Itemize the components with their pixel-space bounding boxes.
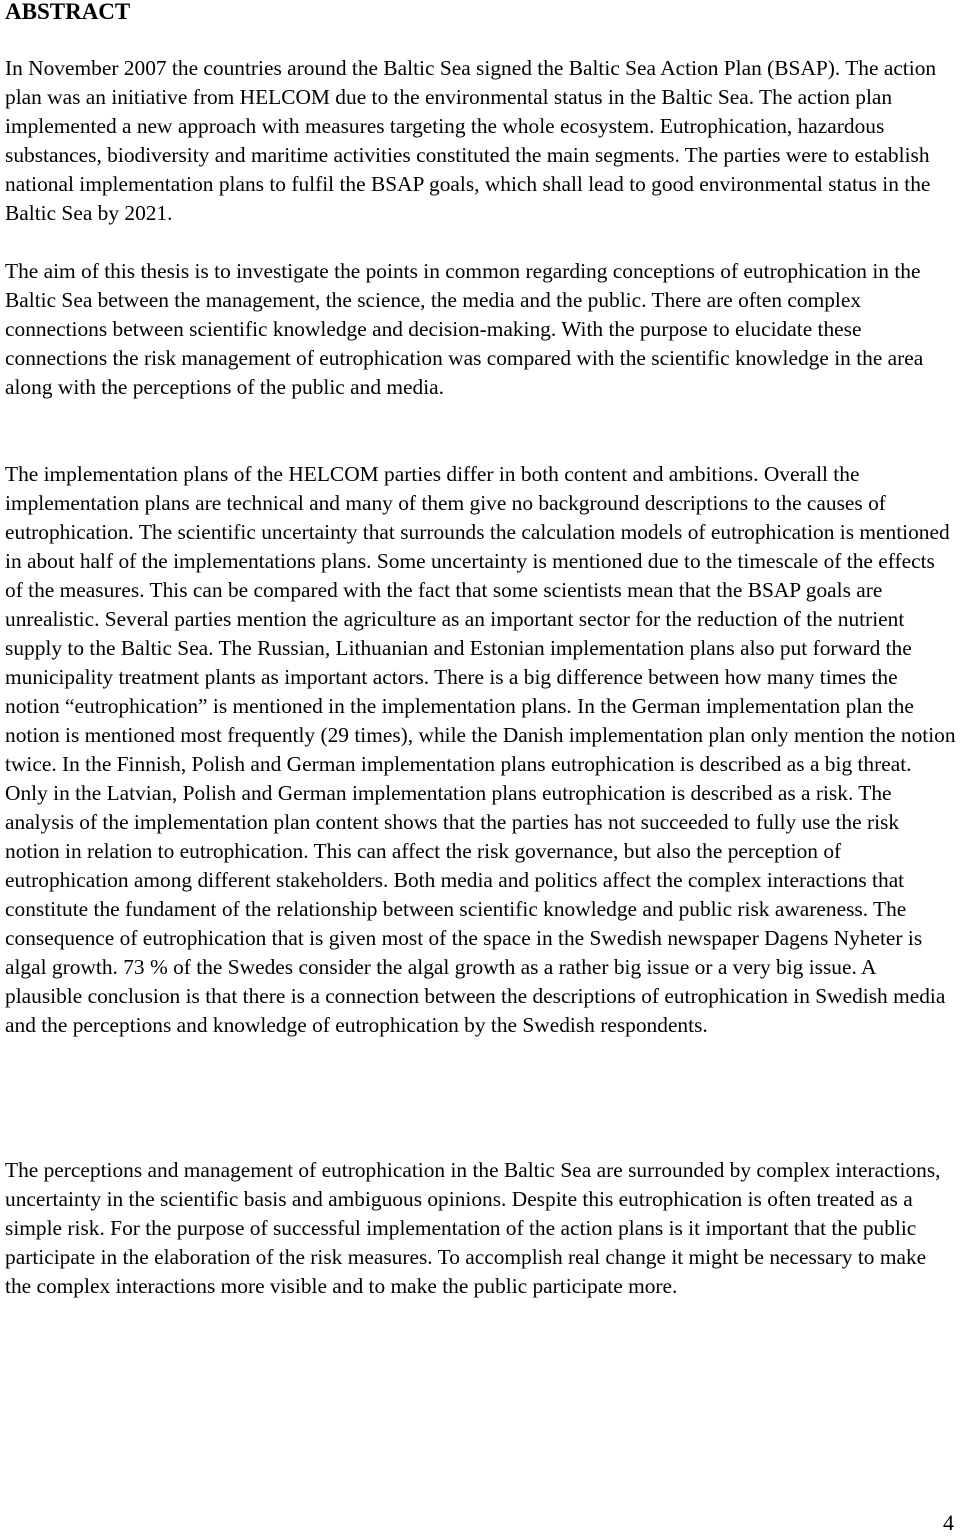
abstract-heading: ABSTRACT bbox=[5, 0, 131, 24]
abstract-paragraph-results: The implementation plans of the HELCOM parties differ in both content and ambitions. Overall the implementation plans are technical and many of them give no background descriptions to the causes of eutrophication. The scientific uncertainty that surrounds the calculation models of eutrophication is mentioned in about half of the implementations plans. Some uncertainty is mentioned due to the timescale of the effects of the measures. This can be compared with the fact that some scientists mean that the BSAP goals are unrealistic. Several parties mention the agriculture as an important sector for the reduction of the nutrient supply to the Baltic Sea. The Russian, Lithuanian and Estonian implementation plans also put forward the municipality treatment plants as important actors. There is a big difference between how many times the notion “eutrophication” is mentioned in the implementation plans. In the German implementation plan the notion is mentioned most frequently (29 times), while the Danish implementation plan only mention the notion twice. In the Finnish, Polish and German implementation plans eutrophication is described as a big threat. Only in the Latvian, Polish and German implementation plans eutrophication is described as a risk. The analysis of the implementation plan content shows that the parties has not succeeded to fully use the risk notion in relation to eutrophication. This can affect the risk governance, but also the perception of eutrophication among different stakeholders. Both media and politics affect the complex interactions that constitute the fundament of the relationship between scientific knowledge and public risk awareness. The consequence of eutrophication that is given most of the space in the Swedish newspaper Dagens Nyheter is algal growth. 73 % of the Swedes consider the algal growth as a rather big issue or a very big issue. A plausible conclusion is that there is a connection between the descriptions of eutrophication in Swedish media and the perceptions and knowledge of eutrophication by the Swedish respondents. bbox=[5, 462, 956, 1037]
page-number: 4 bbox=[943, 1510, 954, 1535]
abstract-paragraph-conclusion: The perceptions and management of eutrophication in the Baltic Sea are surrounded by complex interactions, uncertainty in the scientific basis and ambiguous opinions. Despite this eutrophication is often treated as a simple risk. For the purpose of successful implementation of the action plans is it important that the public participate in the elaboration of the risk measures. To accomplish real change it might be necessary to make the complex interactions more visible and to make the public participate more. bbox=[5, 1158, 941, 1298]
abstract-paragraph-aim: The aim of this thesis is to investigate the points in common regarding conceptions of eutrophication in the Baltic Sea between the management, the science, the media and the public. There are often complex connections between scientific knowledge and decision-making. With the purpose to elucidate these connections the risk management of eutrophication was compared with the scientific knowledge in the area along with the perceptions of the public and media. bbox=[5, 259, 924, 399]
abstract-paragraph-background: In November 2007 the countries around the Baltic Sea signed the Baltic Sea Action Plan (BSAP). The action plan was an initiative from HELCOM due to the environmental status in the Baltic Sea. The action plan implemented a new approach with measures targeting the whole ecosystem. Eutrophication, hazardous substances, biodiversity and maritime activities constituted the main segments. The parties were to establish national implementation plans to fulfil the BSAP goals, which shall lead to good environmental status in the Baltic Sea by 2021. bbox=[5, 56, 937, 225]
abstract-page bbox=[5, 0, 957, 1298]
